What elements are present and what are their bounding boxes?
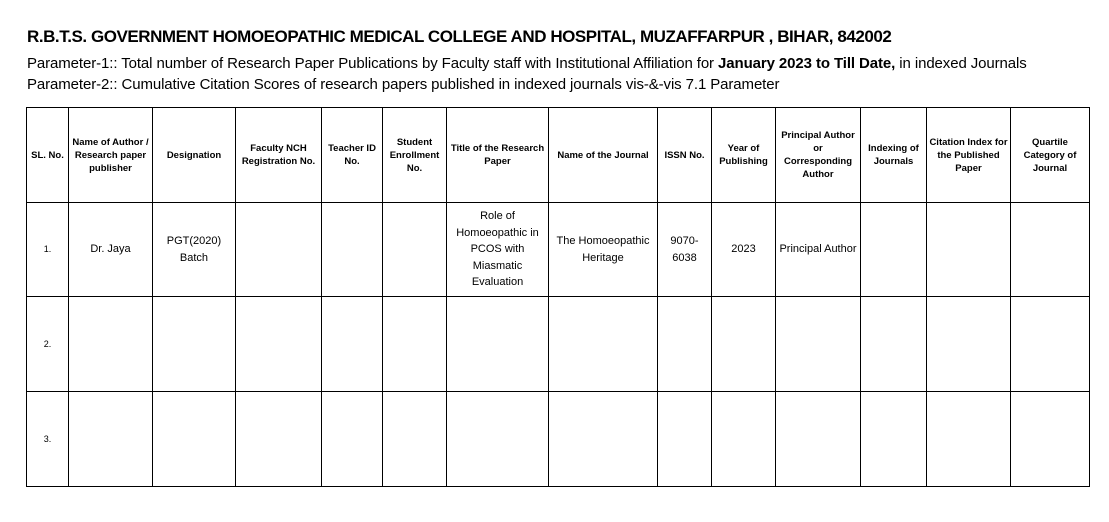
cell-teacher-id [322, 297, 383, 392]
header-paper-title: Title of the Research Paper [447, 108, 549, 203]
header-designation: Designation [153, 108, 236, 203]
header-quartile: Quartile Category of Journal [1011, 108, 1090, 203]
page-title: R.B.T.S. GOVERNMENT HOMOEOPATHIC MEDICAL COLLEGE AND HOSPITAL, MUZAFFARPUR , BIHAR, 842002 [27, 27, 892, 46]
table-row [27, 392, 1090, 487]
cell-journal-name: The Homoeopathic Heritage [549, 203, 658, 297]
cell-indexing [861, 203, 927, 297]
header-journal-name: Name of the Journal [549, 108, 658, 203]
cell-nch-registration [236, 392, 322, 487]
cell-sl-no: 3. [27, 392, 69, 487]
cell-indexing [861, 297, 927, 392]
cell-teacher-id [322, 392, 383, 487]
header-indexing: Indexing of Journals [861, 108, 927, 203]
cell-student-enrollment [383, 392, 447, 487]
cell-citation-index [927, 392, 1011, 487]
cell-teacher-id [322, 203, 383, 297]
cell-journal-name [549, 392, 658, 487]
cell-nch-registration [236, 203, 322, 297]
parameter-1-text [27, 55, 1027, 72]
cell-student-enrollment [383, 297, 447, 392]
cell-issn: 9070-6038 [658, 203, 712, 297]
header-author-name: Name of Author / Research paper publisher [69, 108, 153, 203]
cell-author-role: Principal Author [776, 203, 861, 297]
header-student-enrollment: Student Enrollment No. [383, 108, 447, 203]
cell-author-name [69, 392, 153, 487]
cell-quartile [1011, 203, 1090, 297]
cell-sl-no: 2. [27, 297, 69, 392]
table-row [27, 297, 1090, 392]
cell-author-name: Dr. Jaya [69, 203, 153, 297]
parameter-2-text: Parameter-2:: Cumulative Citation Scores of research papers published in indexed journals vis-&-vis 7.1 Parameter [27, 76, 780, 93]
cell-indexing [861, 392, 927, 487]
header-year: Year of Publishing [712, 108, 776, 203]
cell-sl-no: 1. [27, 203, 69, 297]
cell-journal-name [549, 297, 658, 392]
cell-author-name [69, 297, 153, 392]
cell-quartile [1011, 392, 1090, 487]
header-author-role: Principal Author or Corresponding Author [776, 108, 861, 203]
parameter-1-prefix: Parameter-1:: Total number of Research Paper Publications by Faculty staff with Institutional Affiliation for [27, 55, 719, 72]
header-sl-no: SL. No. [27, 108, 69, 203]
table-header-row [27, 108, 1090, 203]
publications-table [26, 107, 1090, 487]
cell-citation-index [927, 297, 1011, 392]
cell-designation: PGT(2020) Batch [153, 203, 236, 297]
cell-quartile [1011, 297, 1090, 392]
cell-year: 2023 [712, 203, 776, 297]
header-nch-registration: Faculty NCH Registration No. [236, 108, 322, 203]
cell-issn [658, 297, 712, 392]
header-issn: ISSN No. [658, 108, 712, 203]
cell-designation [153, 392, 236, 487]
cell-year [712, 392, 776, 487]
cell-student-enrollment [383, 203, 447, 297]
cell-author-role [776, 392, 861, 487]
cell-nch-registration [236, 297, 322, 392]
parameter-1-date-range: January 2023 to Till Date, [718, 55, 896, 72]
header-teacher-id: Teacher ID No. [322, 108, 383, 203]
cell-author-role [776, 297, 861, 392]
cell-paper-title: Role of Homoeopathic in PCOS with Miasmatic Evaluation [447, 203, 549, 297]
cell-issn [658, 392, 712, 487]
header-citation-index: Citation Index for the Published Paper [927, 108, 1011, 203]
cell-paper-title [447, 297, 549, 392]
parameter-1-suffix: in indexed Journals [895, 55, 1027, 72]
cell-citation-index [927, 203, 1011, 297]
cell-designation [153, 297, 236, 392]
cell-paper-title [447, 392, 549, 487]
table-row [27, 203, 1090, 297]
cell-year [712, 297, 776, 392]
